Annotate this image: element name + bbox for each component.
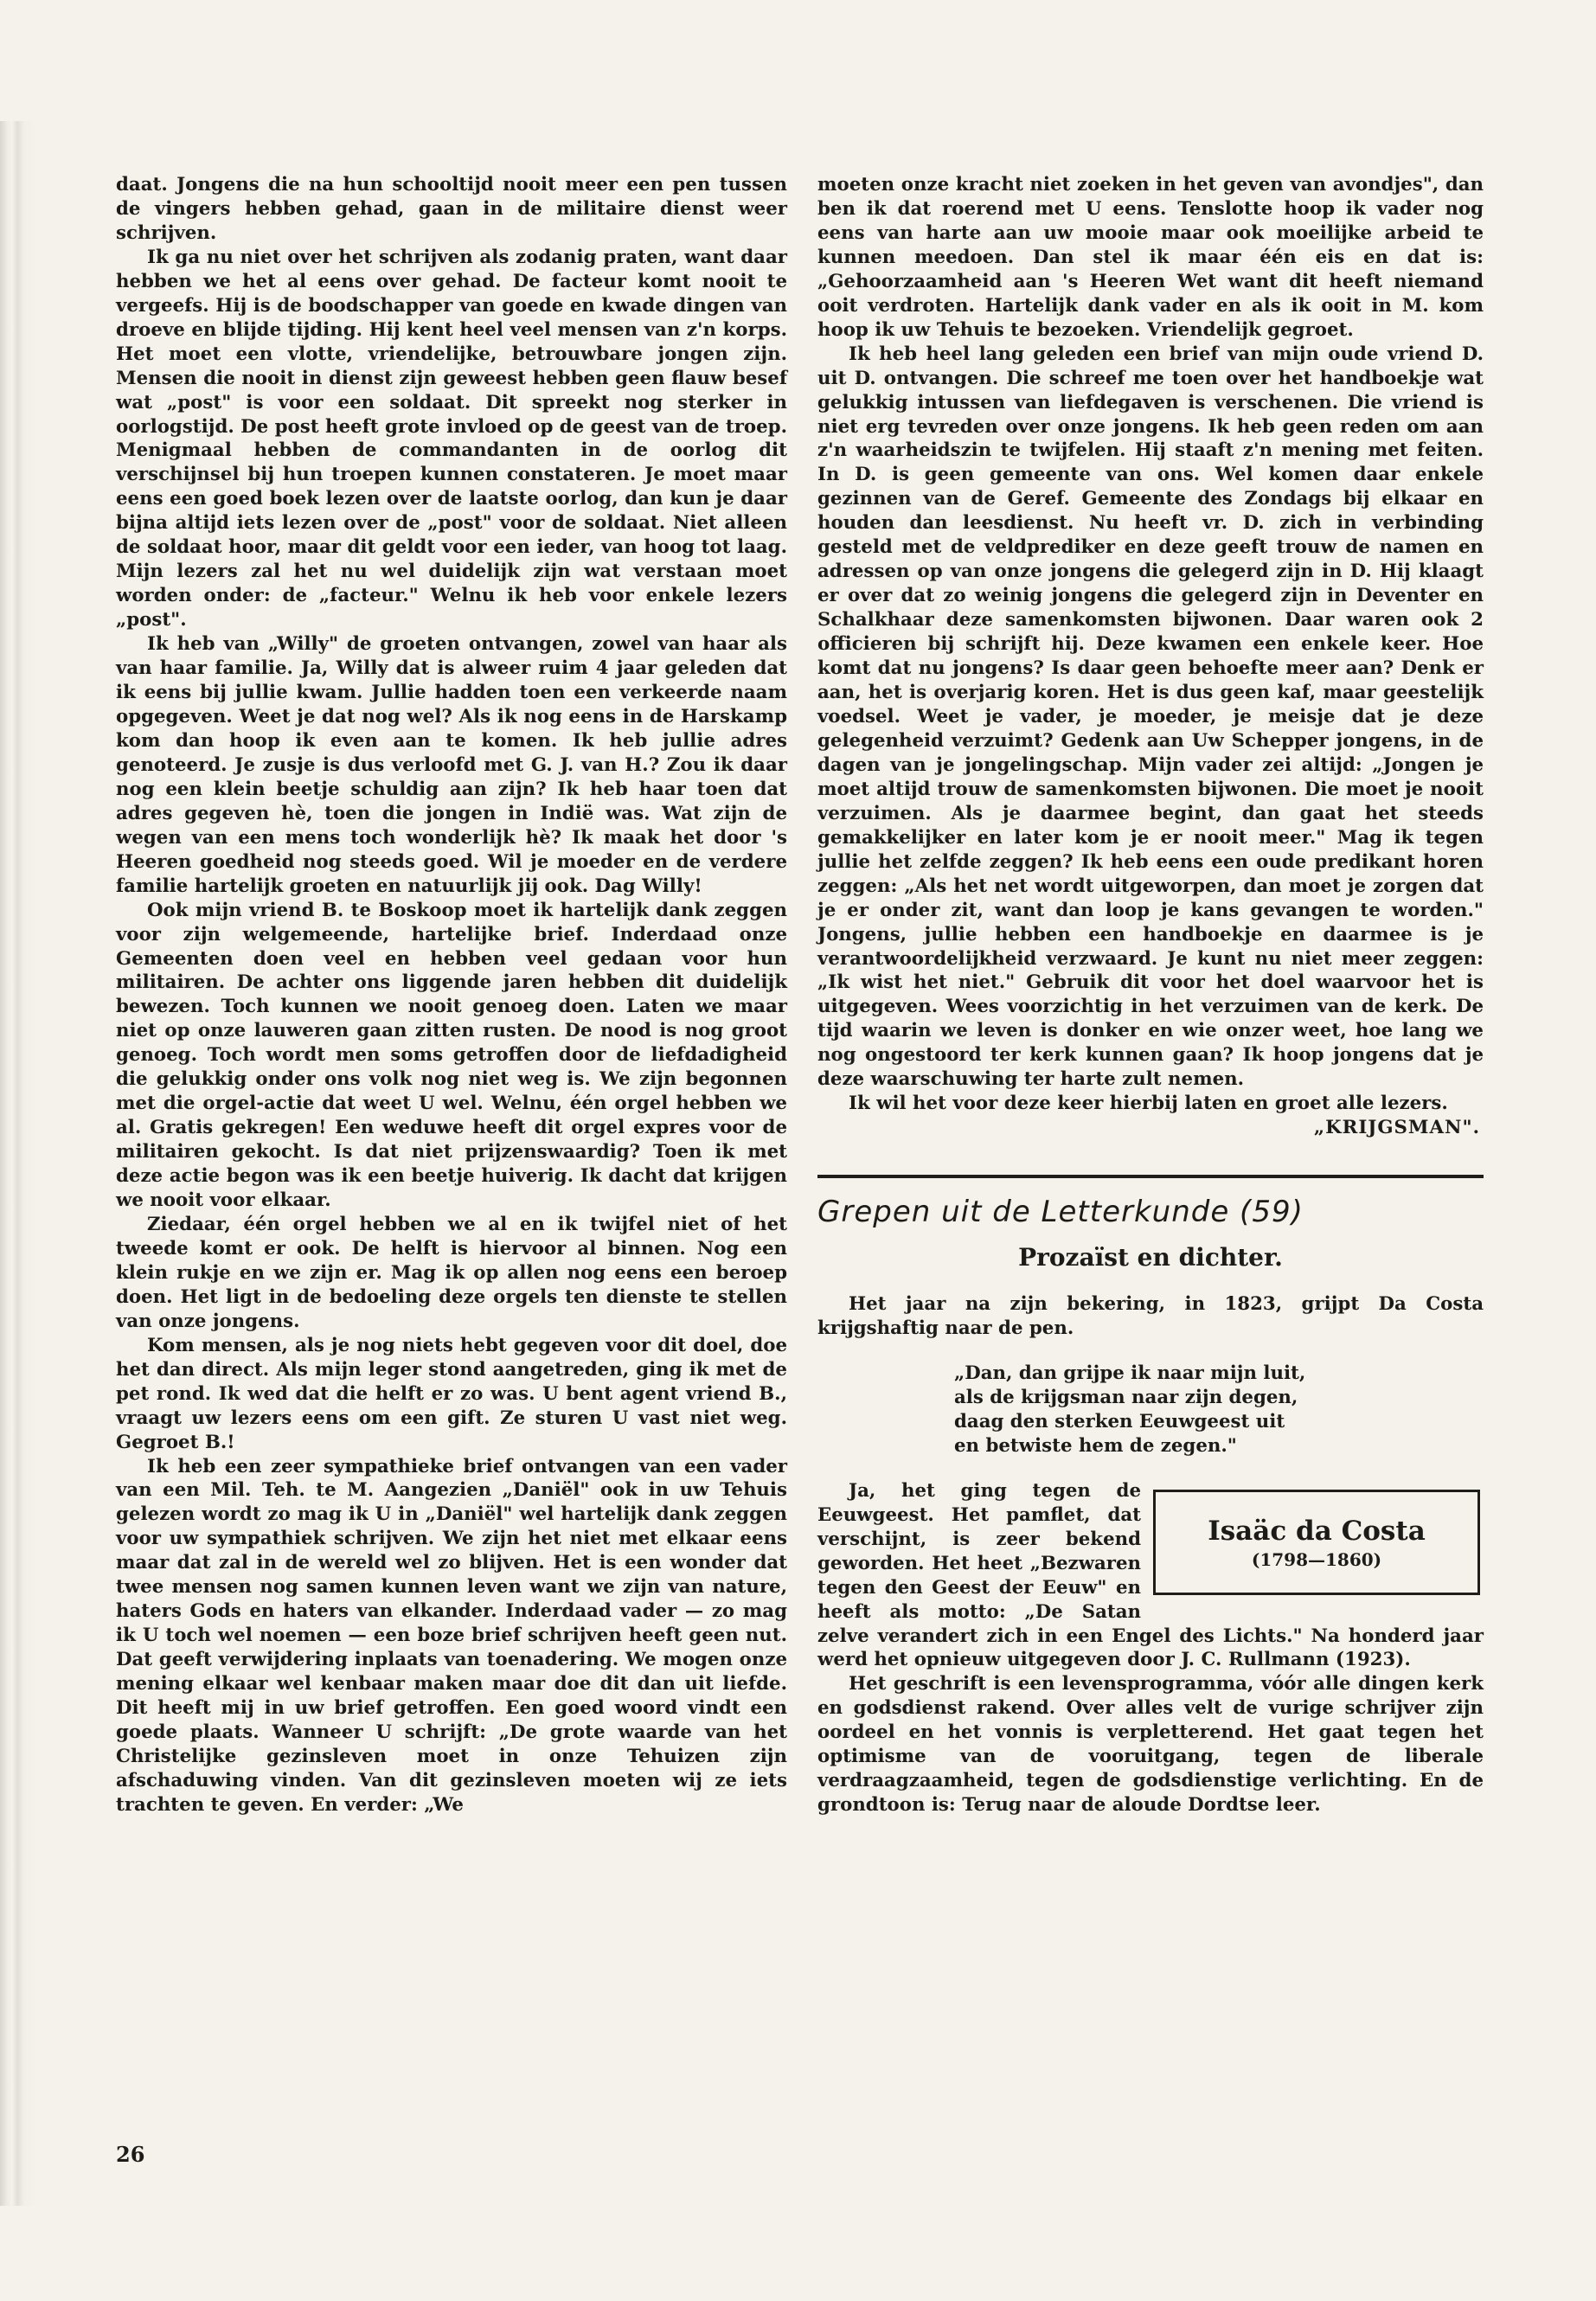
page-binding-edge (0, 121, 36, 2206)
paragraph: Ziedaar, één orgel hebben we al en ik twijfel niet of het tweede komt er ook. De helft is hiervoor al binnen. Nog een klein rukje en we zijn er. Mag ik op allen nog eens een beroep doen. Het ligt in de bedoeling deze orgels ten dienste te stellen van onze jongens. (116, 1213, 787, 1332)
poem-line: als de krijgsman naar zijn degen, (954, 1386, 1298, 1408)
paragraph: Ik heb een zeer sympathieke brief ontvangen van een vader van een Mil. Teh. te M. Aangezien „Daniël" ook in uw Tehuis gelezen wordt zo mag ik U in „Daniël" wel hartelijk dank zeggen voor uw sympathiek schrijven. We zijn het niet met elkaar eens maar dat zal in de wereld wel zo blijven. Het is een wonder dat twee mensen nog samen kunnen leven want we zijn van nature, haters Gods en haters van elkander. Inderdaad vader — zo mag ik U toch wel noemen — een boze brief schrijven heeft geen nut. Dat geeft verwijdering inplaats van toenadering. We mogen onze mening elkaar wel kenbaar maken maar doe dit dan uit liefde. Dit heeft mij in uw brief getroffen. Een goed woord vindt een goede plaats. Wanneer U schrijft: „De grote waarde van het Christelijke gezinsleven moet in onze Tehuizen zijn afschaduwing vinden. Van dit gezinsleven moeten wij ze iets trachten te geven. En verder: „We (116, 1455, 787, 1816)
inset-author-dates: (1798—1860) (1251, 1548, 1382, 1570)
paragraph: Het geschrift is een levensprogramma, vóór alle dingen kerk en godsdienst rakend. Over alles velt de vurige schrijver zijn oordeel en het vonnis is verpletterend. Het gaat tegen het optimisme van de vooruitgang, tegen de liberale verdraagzaamheid, tegen de godsdienstige verlichting. En de grondtoon is: Terug naar de aloude Dordtse leer. (817, 1673, 1484, 1817)
poem-line: daag den sterken Eeuwgeest uit (954, 1410, 1285, 1433)
poem-quote (954, 1362, 1484, 1458)
paragraph: Ik wil het voor deze keer hierbij laten en groet alle lezers. (849, 1093, 1448, 1115)
author-inset-box (1153, 1490, 1480, 1595)
paragraph: Ik heb van „Willy" de groeten ontvangen, zowel van haar als van haar familie. Ja, Willy dat is alweer ruim 4 jaar geleden dat ik eens bij jullie kwam. Jullie hadden toen een verkeerde naam opgegeven. Weet je dat nog wel? Als ik nog eens in de Harskamp kom dan hoop ik even aan te komen. Ik heb jullie adres genoteerd. Je zusje is dus verloofd met G. J. van H.? Zou ik daar nog een klein beetje schuldig aan zijn? Ik heb haar toen dat adres gegeven hè, toen die jongen in Indië was. Wat zijn de wegen van een mens toch wonderlijk hè? Ik maak het door 's Heeren goedheid nog steeds goed. Wil je moeder en de verdere familie hartelijk groeten en natuurlijk jij ook. Dag Willy! (116, 633, 787, 897)
poem-line: en betwiste hem de zegen." (954, 1434, 1237, 1457)
paragraph: moeten onze kracht niet zoeken in het geven van avondjes", dan ben ik dat roerend met U eens. Tenslotte hoop ik vader nog eens van harte aan uw mooie maar ook moeilijke arbeid te kunnen meedoen. Dan stel ik maar één eis en dat is: „Gehoorzaamheid aan 's Heeren Wet want dit heeft niemand ooit verdroten. Hartelijk dank vader en als ik ooit in M. kom hoop ik uw Tehuis te bezoeken. Vriendelijk gegroet. (817, 174, 1484, 341)
paragraph: Ik heb heel lang geleden een brief van mijn oude vriend D. uit D. ontvangen. Die schreef me toen over het handboekje wat gelukkig intussen van liefdegaven is verschenen. Die vriend is niet erg tevreden over onze jongens. Ik heb geen reden om aan z'n waarheidszin te twijfelen. Hij staaft z'n mening met feiten. In D. is geen gemeente van ons. Wel komen daar enkele gezinnen van de Geref. Gemeente des Zondags bij elkaar en houden dan leesdienst. Nu heeft vr. D. zich in verbinding gesteld met de veldprediker en deze geeft trouw de namen en adressen op van onze jongens die gelegerd zijn in D. Hij klaagt er over dat zo weinig jongens die gelegerd zijn in Deventer en Schalkhaar deze samenkomsten bijwonen. Daar waren ook 2 officieren bij schrijft hij. Deze kwamen een enkele keer. Hoe komt dat nu jongens? Is daar geen behoefte meer aan? Denk er aan, het is overjarig koren. Het is dus geen kaf, maar geestelijk voedsel. Weet je vader, je moeder, je meisje dat je deze gelegenheid verzuimt? Gedenk aan Uw Schepper jongens, in de dagen van je jongelingschap. Mijn vader zei altijd: „Jongen je moet altijd trouw de samenkomsten bijwonen. Die moet je nooit verzuimen. Als je daarmee begint, dan gaat het steeds gemakkelijker en later kom je er nooit meer." Mag ik tegen jullie het zelfde zeggen? Ik heb eens een oude predikant horen zeggen: „Als het net wordt uitgeworpen, dan moet je zorgen dat je er onder zit, want dan loop je kans gevangen te worden." Jongens, jullie hebben een handboekje en daarmee is je verantwoordelijkheid verzwaard. Je kunt nu niet meer zeggen: „Ik wist het niet." Gebruik dit voor het doel waarvoor het is uitgegeven. Wees voorzichtig in het verzuimen van de kerk. De tijd waarin we leven is donker en wie onzer weet, hoe lang we nog ongestoord ter kerk kunnen gaan? Ik hoop jongens dat je deze waarschuwing ter harte zult nemen. (817, 343, 1484, 1091)
poem-line: „Dan, dan grijpe ik naar mijn luit, (954, 1362, 1306, 1384)
paragraph: Kom mensen, als je nog niets hebt gegeven voor dit doel, doe het dan direct. Als mijn leger stond aangetreden, ging ik met de pet rond. Ik wed dat die helft er zo was. U bent agent vriend B., vraagt uw lezers eens om een gift. Ze sturen U vast niet weg. Gegroet B.! (116, 1334, 787, 1453)
inset-author-name: Isaäc da Costa (1208, 1515, 1426, 1547)
signature: „KRIJGSMAN". (1313, 1117, 1480, 1139)
paragraph: Ik ga nu niet over het schrijven als zodanig praten, want daar hebben we het al eens over gehad. De facteur komt nooit te vergeefs. Hij is de boodschapper van goede en kwade dingen van droeve en blijde tijding. Hij kent heel veel mensen van z'n korps. Het moet een vlotte, vriendelijke, betrouwbare jongen zijn. Mensen die nooit in dienst zijn geweest hebben geen flauw besef wat „post" is voor een soldaat. Dit spreekt nog sterker in oorlogstijd. De post heeft grote invloed op de geest van de troep. Menigmaal hebben de commandanten in de oorlog dit verschijnsel bij hun troepen kunnen constateren. Je moet maar eens een goed boek lezen over de laatste oorlog, dan kun je daar bijna altijd iets lezen over de „post" voor de soldaat. Niet alleen de soldaat hoor, maar dit geldt voor een ieder, van hoog tot laag. Mijn lezers zal het nu wel duidelijk zijn wat verstaan moet worden onder: de „facteur." Welnu ik heb voor enkele lezers „post". (116, 246, 787, 631)
paragraph: Ja, het ging tegen de Eeuwgeest. Het pamflet, dat verschijnt, is zeer bekend geworden. Het heet „Bezwaren tegen den Geest der Eeuw" en heeft als motto: „De Satan zelve verandert zich in een Engel des Lichts." Na honderd jaar werd het opnieuw uitgegeven door J. C. Rullmann (1923). (817, 1479, 1484, 1671)
left-column (116, 173, 787, 1817)
page-number: 26 (116, 2142, 145, 2167)
paragraph: daat. Jongens die na hun schooltijd nooit meer een pen tussen de vingers hebben gehad, gaan in de militaire dienst weer schrijven. (116, 174, 787, 244)
section-subtitle: Prozaïst en dichter. (1018, 1243, 1283, 1272)
section-divider (817, 1175, 1484, 1178)
paragraph: Ook mijn vriend B. te Boskoop moet ik hartelijk dank zeggen voor zijn welgemeende, hartelijke brief. Inderdaad onze Gemeenten doen veel en hebben veel gedaan voor hun militairen. De achter ons liggende jaren hebben dit duidelijk bewezen. Toch kunnen we nooit genoeg doen. Laten we maar niet op onze lauweren gaan zitten rusten. De nood is nog groot genoeg. Toch wordt men soms getroffen door de liefdadigheid die gelukkig onder ons volk nog niet weg is. We zijn begonnen met die orgel-actie dat weet U wel. Welnu, één orgel hebben we al. Gratis gekregen! Een weduwe heeft dit orgel expres voor de militairen gekocht. Is dat niet prijzenswaardig? Toen ik met deze actie begon was ik een beetje huiverig. Ik dacht dat krijgen we nooit voor elkaar. (116, 899, 787, 1212)
paragraph: Het jaar na zijn bekering, in 1823, grijpt Da Costa krijgshaftig naar de pen. (817, 1293, 1484, 1340)
right-column (817, 173, 1484, 1817)
section-title: Grepen uit de Letterkunde (59) (817, 1195, 1304, 1230)
